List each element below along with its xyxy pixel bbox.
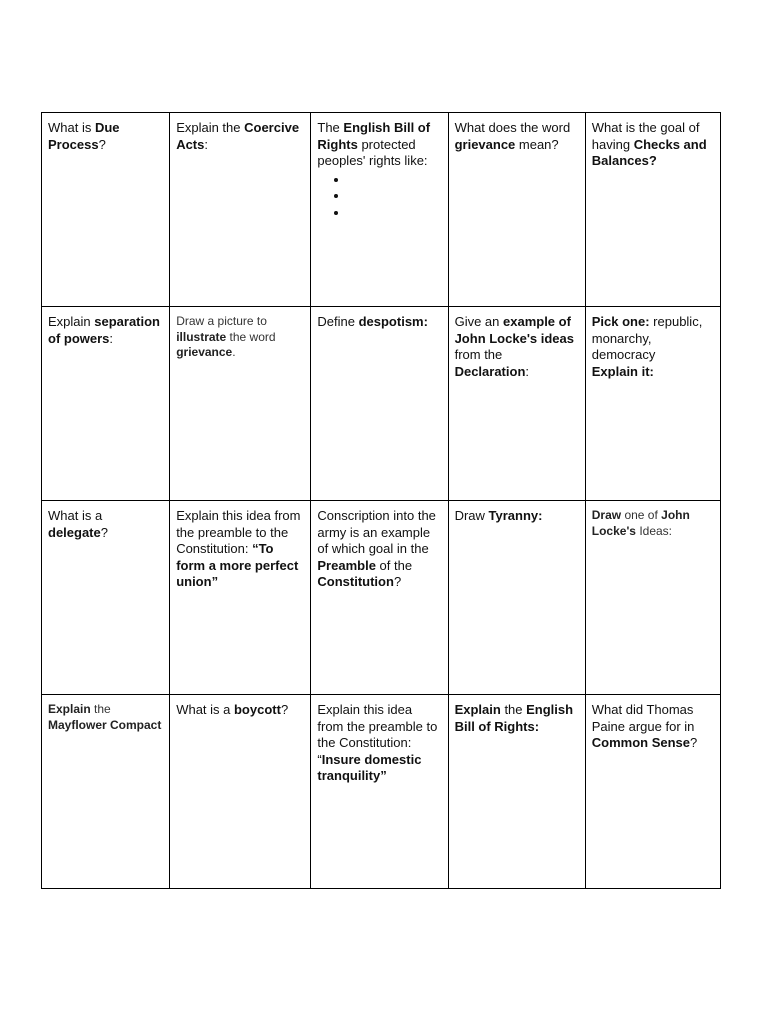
bold-term: Explain: [454, 702, 501, 717]
cell-prompt: [176, 314, 304, 361]
prompt-text: one of: [621, 508, 662, 522]
prompt-text: Give an: [454, 314, 503, 329]
prompt-text: the: [90, 702, 111, 716]
prompt-text: ?: [393, 574, 402, 589]
bold-term: Explain it:: [591, 363, 654, 379]
cell-prompt: [48, 702, 163, 733]
grid-cell: [448, 307, 585, 501]
grid-cell: [42, 501, 170, 695]
prompt-text: republic, monarchy, democracy: [591, 314, 703, 362]
prompt-text: Define: [317, 314, 359, 329]
prompt-text: the word: [226, 329, 276, 344]
grid-cell: [585, 307, 720, 501]
prompt-text: Ideas:: [635, 523, 673, 538]
bold-term: Coercive Acts: [176, 120, 300, 152]
bold-term: example of John Locke's ideas: [454, 314, 574, 346]
grid-cell: [170, 501, 311, 695]
bold-term: Mayflower Compact: [48, 717, 162, 732]
prompt-text: What does the word: [454, 120, 571, 135]
bold-term: Explain: [48, 702, 91, 716]
grid-cell: [448, 113, 585, 307]
prompt-text: mean?: [515, 136, 559, 152]
grid-cell: [311, 501, 448, 695]
bold-term: Due Process: [48, 120, 120, 152]
cell-prompt: [317, 508, 441, 591]
blank-bullet: [349, 172, 441, 189]
cell-prompt: [48, 508, 163, 541]
cell-prompt: [317, 314, 441, 331]
bold-term: Draw: [591, 508, 622, 522]
cell-prompt: [592, 120, 714, 170]
cell-prompt: [592, 702, 714, 752]
cell-prompt: [455, 508, 579, 525]
cell-prompt: [455, 120, 579, 153]
prompt-text: What is the goal of having: [591, 120, 700, 152]
cell-prompt: [592, 314, 714, 380]
prompt-text: What is a: [176, 702, 234, 717]
prompt-text: What is a: [48, 508, 103, 523]
grid-cell: [448, 501, 585, 695]
prompt-text: Draw: [454, 508, 489, 523]
grid-cell: [585, 501, 720, 695]
prompt-text: ?: [280, 702, 289, 717]
cell-prompt: [455, 702, 579, 735]
grid-row: [42, 695, 721, 889]
prompt-text: the: [500, 702, 527, 717]
grid-row: [42, 307, 721, 501]
bold-term: Pick one:: [591, 314, 650, 329]
bold-term: Common Sense: [591, 735, 691, 750]
prompt-text: .: [232, 345, 236, 359]
grid-cell: [42, 695, 170, 889]
prompt-text: ?: [690, 735, 698, 750]
bold-term: illustrate: [176, 329, 227, 344]
grid-cell: [42, 307, 170, 501]
bold-term: Constitution: [317, 574, 394, 589]
prompt-text: from the: [454, 347, 503, 362]
grid-cell: [585, 695, 720, 889]
cell-prompt: [176, 120, 304, 153]
prompt-text: The: [317, 120, 344, 135]
bold-term: Checks and Balances?: [591, 136, 707, 168]
bold-term: English Bill of Rights:: [454, 702, 574, 734]
prompt-text: Explain the: [176, 120, 245, 135]
prompt-text: Explain: [48, 314, 95, 329]
bingo-question-grid: [41, 112, 721, 889]
bold-term: Declaration: [454, 363, 526, 379]
bold-term: boycott: [233, 702, 281, 717]
blank-bullet: [349, 188, 441, 205]
prompt-text: Explain this idea from the preamble to the Constitution:: [176, 508, 301, 556]
cell-prompt: [317, 702, 441, 785]
prompt-text: What did Thomas Paine argue for in: [591, 702, 695, 734]
cell-prompt: [48, 120, 163, 153]
bold-term: Insure domestic tranquility”: [317, 751, 422, 783]
bold-term: despotism:: [358, 314, 428, 329]
cell-prompt: [48, 314, 163, 347]
prompt-text: ?: [100, 524, 108, 540]
prompt-text: protected peoples' rights like:: [317, 136, 428, 168]
bold-term: separation of powers: [48, 314, 160, 346]
cell-prompt: [592, 508, 714, 539]
bold-term: grievance: [454, 136, 516, 152]
grid-cell: [170, 113, 311, 307]
blank-bullet: [349, 205, 441, 222]
cell-prompt: [176, 508, 304, 591]
prompt-text: Draw a picture to: [176, 314, 267, 328]
cell-prompt: [176, 702, 304, 719]
cell-prompt: [455, 314, 579, 380]
bold-term: grievance: [176, 345, 233, 359]
grid-cell: [585, 113, 720, 307]
grid-row: [42, 501, 721, 695]
grid-row: [42, 113, 721, 307]
grid-cell: [311, 695, 448, 889]
grid-body: [42, 113, 721, 889]
bold-term: Tyranny:: [488, 508, 543, 523]
prompt-text: What is: [48, 120, 95, 135]
prompt-text: Explain this idea from the preamble to the Constitution: “: [317, 702, 438, 767]
bold-term: John Locke's: [591, 508, 690, 538]
bold-term: Preamble: [317, 557, 376, 573]
prompt-text: :: [525, 363, 530, 379]
grid-cell: [448, 695, 585, 889]
grid-cell: [311, 307, 448, 501]
bold-term: delegate: [48, 524, 101, 540]
grid-cell: [311, 113, 448, 307]
grid-cell: [42, 113, 170, 307]
blank-bullet-list: [317, 172, 441, 222]
prompt-text: ?: [98, 136, 106, 152]
prompt-text: :: [204, 136, 208, 152]
bold-term: “To form a more perfect union”: [176, 541, 299, 589]
grid-cell: [170, 307, 311, 501]
prompt-text: Conscription into the army is an example of which goal in the: [317, 508, 436, 556]
grid-cell: [170, 695, 311, 889]
prompt-text: of the: [375, 557, 413, 573]
bold-term: English Bill of Rights: [317, 120, 431, 152]
prompt-text: :: [109, 330, 114, 346]
cell-prompt: [317, 120, 441, 170]
